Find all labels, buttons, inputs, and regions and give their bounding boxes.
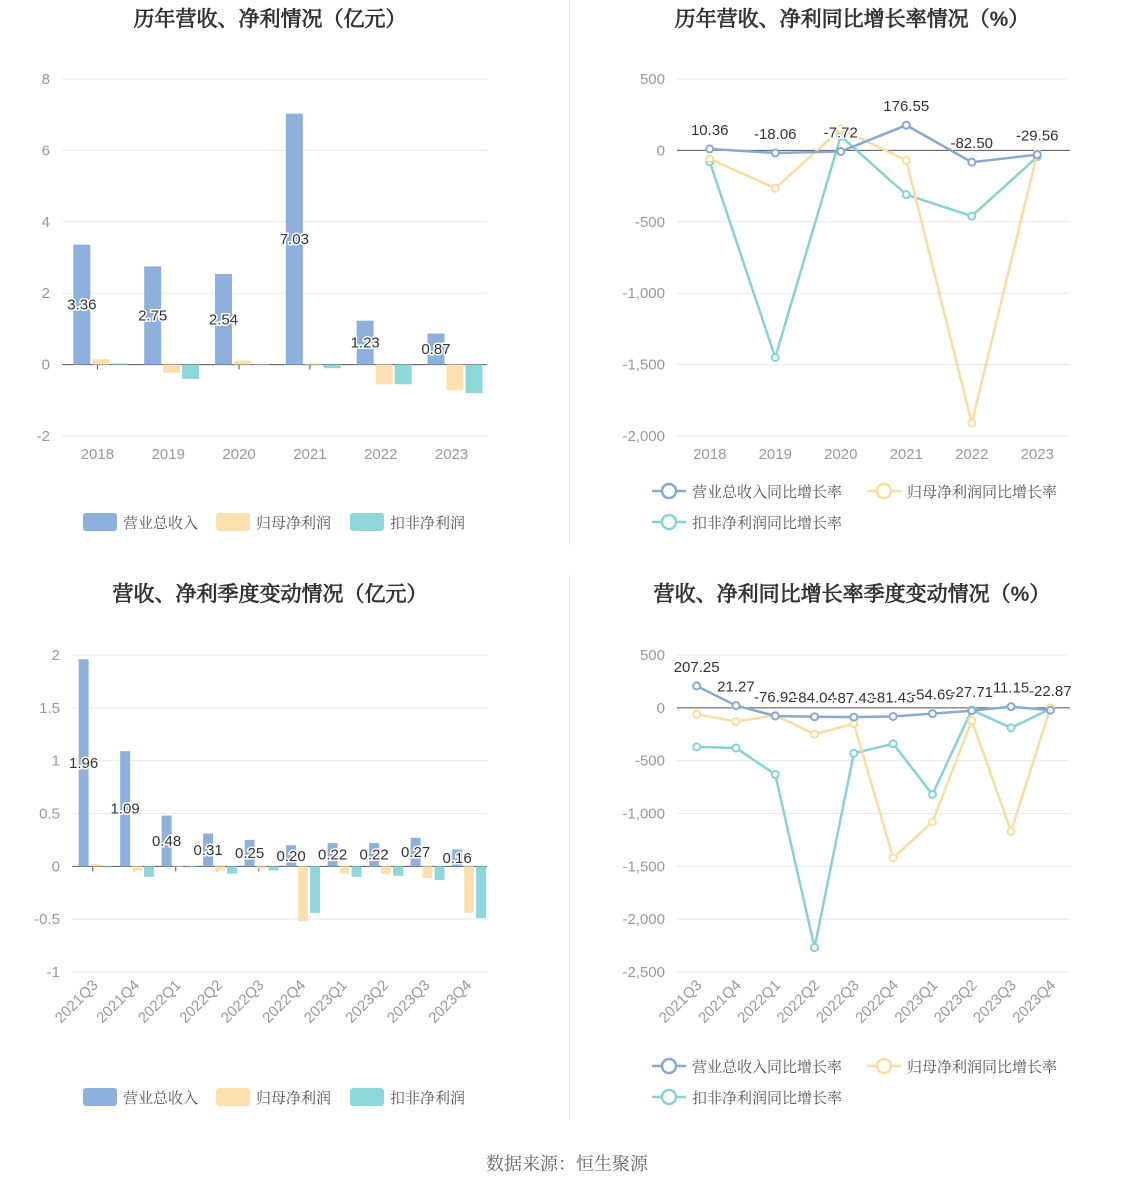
bar-value-label: 3.36 [67, 296, 97, 314]
x-tick-label: 2023Q3 [970, 976, 1020, 1027]
bar-net-profit [447, 365, 464, 391]
bar-deducted-profit [395, 365, 412, 385]
x-tick-label: 2021 [889, 446, 923, 463]
y-tick-label: -500 [634, 213, 665, 231]
legend-label: 归母净利润同比增长率 [907, 484, 1058, 501]
y-tick-label: 0 [656, 142, 665, 160]
line-point [811, 944, 818, 951]
quarterly-revenue-profit-chart [0, 575, 567, 1120]
y-tick-label: -0.5 [34, 911, 60, 929]
x-tick-label: 2022Q4 [259, 976, 310, 1027]
line-point [903, 122, 910, 129]
line-value-label: -84.04 [793, 689, 836, 707]
bar-net-profit [423, 866, 433, 878]
line-point [732, 718, 739, 725]
line-point [772, 185, 779, 192]
x-tick-label: 2023Q1 [300, 976, 351, 1027]
line-point [706, 155, 713, 162]
bar-value-label: 0.22 [318, 846, 348, 864]
quarterly-revenue-profit-panel [0, 575, 567, 1120]
line-point [929, 818, 936, 825]
bar-value-label: 1.23 [350, 334, 380, 352]
line-point [732, 744, 739, 751]
y-tick-label: -500 [634, 752, 665, 770]
legend-label: 营业总收入 [123, 1090, 199, 1107]
legend-label: 归母净利润 [256, 515, 332, 532]
y-tick-label: 0 [41, 356, 50, 374]
line-series-net-profit [710, 129, 1038, 423]
bar-deducted-profit [393, 866, 403, 876]
line-point [903, 191, 910, 198]
legend-label: 扣非净利润 [390, 515, 466, 532]
legend-label: 扣非净利润 [390, 1090, 466, 1107]
x-tick-label: 2023Q4 [1009, 976, 1060, 1027]
legend-swatch-marker [662, 515, 676, 529]
bar-deducted-profit [435, 866, 445, 880]
legend-swatch [83, 1088, 117, 1106]
chart-title: 历年营收、净利情况（亿元） [133, 8, 407, 31]
bar-net-profit [215, 866, 225, 870]
bar-deducted-profit [227, 866, 237, 873]
legend-label: 营业总收入同比增长率 [692, 1059, 843, 1076]
bar-net-profit [163, 365, 180, 373]
legend-swatch-marker [877, 484, 891, 498]
x-tick-label: 2022Q1 [734, 976, 785, 1027]
line-point [968, 707, 975, 714]
x-tick-label: 2022Q3 [217, 976, 268, 1027]
x-tick-label: 2022Q1 [134, 976, 185, 1027]
x-tick-label: 2021Q3 [655, 976, 706, 1027]
x-tick-label: 2023Q2 [930, 976, 981, 1027]
bar-value-label: 0.48 [152, 832, 182, 850]
line-point [772, 712, 779, 719]
line-value-label: -82.50 [950, 135, 994, 153]
line-point [903, 157, 910, 164]
chart-title: 营收、净利同比增长率季度变动情况（%） [653, 583, 1051, 606]
annual-growth-panel [567, 0, 1134, 545]
bar-deducted-profit [111, 364, 128, 365]
line-point [693, 682, 700, 689]
bar-value-label: 2.75 [138, 307, 168, 325]
line-point [850, 750, 857, 757]
y-tick-label: 2 [41, 285, 50, 303]
line-point [1008, 828, 1015, 835]
bar-value-label: 0.25 [235, 845, 265, 863]
x-tick-label: 2022Q2 [773, 976, 824, 1027]
legend-label: 营业总收入同比增长率 [692, 484, 843, 501]
x-tick-label: 2019 [758, 446, 792, 463]
bar-deducted-profit [476, 866, 486, 918]
quarterly-growth-chart [567, 575, 1134, 1120]
y-tick-label: -1,500 [622, 858, 665, 876]
bar-deducted-profit [144, 866, 154, 877]
line-point [968, 717, 975, 724]
bar-net-profit [257, 866, 267, 868]
x-tick-label: 2020 [824, 446, 858, 463]
line-value-label: -29.56 [1015, 127, 1059, 145]
x-tick-label: 2018 [693, 446, 727, 463]
x-tick-label: 2019 [151, 446, 185, 463]
x-tick-label: 2021Q3 [51, 976, 102, 1027]
legend-swatch [216, 1088, 250, 1106]
annual-revenue-profit-chart [0, 0, 567, 545]
y-tick-label: -1 [46, 964, 60, 981]
data-source-footer: 数据来源：恒生聚源 [486, 1154, 648, 1174]
x-tick-label: 2022 [364, 446, 398, 463]
line-point [1008, 703, 1015, 710]
bar-value-label: 0.22 [359, 846, 389, 864]
bar-value-label: 2.54 [208, 311, 239, 329]
line-point [968, 159, 975, 166]
bar-deducted-profit [352, 866, 362, 877]
line-value-label: -22.87 [1029, 683, 1072, 701]
y-tick-label: -2,000 [622, 428, 665, 445]
x-tick-label: 2022Q2 [176, 976, 227, 1027]
legend-swatch [83, 513, 117, 531]
x-tick-label: 2023Q4 [425, 976, 476, 1027]
line-point [890, 854, 897, 861]
line-point [732, 702, 739, 709]
annual-growth-chart [567, 0, 1134, 545]
line-point [968, 213, 975, 220]
legend-label: 扣非净利润同比增长率 [692, 1090, 843, 1107]
x-tick-label: 2023Q3 [383, 976, 434, 1027]
y-tick-label: -2,000 [622, 911, 665, 929]
bar-net-profit [464, 866, 474, 912]
line-value-label: 10.36 [690, 121, 729, 139]
bar-net-profit [174, 866, 184, 867]
legend-label: 归母净利润 [256, 1090, 332, 1107]
legend-swatch [216, 513, 250, 531]
x-tick-label: 2023Q1 [891, 976, 942, 1027]
y-tick-label: -1,000 [622, 805, 665, 823]
y-tick-label: 500 [639, 647, 665, 664]
line-value-label: 207.25 [673, 658, 720, 676]
bar-deducted-profit [310, 866, 320, 912]
line-value-label: 176.55 [883, 98, 930, 116]
y-tick-label: 2 [51, 647, 60, 664]
chart-title: 历年营收、净利同比增长率情况（%） [674, 8, 1030, 31]
x-tick-label: 2022Q3 [812, 976, 863, 1027]
legend-swatch-marker [662, 484, 676, 498]
legend-swatch-marker [877, 1059, 891, 1073]
bar-value-label: 0.27 [401, 844, 431, 862]
y-tick-label: 4 [41, 213, 50, 231]
x-tick-label: 2022Q4 [852, 976, 902, 1027]
line-value-label: 21.27 [717, 678, 755, 696]
line-point [772, 771, 779, 778]
bar-deducted-profit [186, 866, 196, 867]
y-tick-label: 6 [41, 142, 50, 160]
bar-net-profit [234, 361, 251, 365]
bar-value-label: 1.96 [69, 754, 99, 772]
y-tick-label: 0.5 [39, 805, 60, 823]
bar-net-profit [305, 364, 322, 365]
bar-net-profit [340, 866, 350, 873]
bar-deducted-profit [182, 365, 199, 379]
line-point [850, 714, 857, 721]
y-tick-label: 0 [51, 858, 60, 876]
line-point [772, 149, 779, 156]
line-point [1008, 724, 1015, 731]
bar-value-label: 0.20 [276, 847, 306, 865]
line-value-label: -27.71 [950, 683, 994, 701]
line-point [929, 710, 936, 717]
y-tick-label: -2 [36, 428, 50, 445]
y-tick-label: -2,500 [622, 964, 665, 981]
annual-revenue-profit-panel [0, 0, 567, 545]
line-value-label: -76.92 [753, 688, 797, 706]
bar-net-profit [92, 359, 109, 364]
x-tick-label: 2023 [1020, 446, 1054, 463]
line-value-label: -54.69 [911, 686, 954, 704]
line-point [693, 743, 700, 750]
line-value-label: 11.15 [992, 679, 1030, 697]
bar-value-label: 0.31 [193, 841, 223, 859]
line-point [890, 740, 897, 747]
x-tick-label: 2020 [222, 446, 256, 463]
bar-deducted-profit [103, 866, 113, 867]
bar-net-profit [91, 864, 101, 866]
line-value-label: -7.72 [823, 124, 858, 142]
line-point [929, 791, 936, 798]
line-point [1034, 151, 1041, 158]
legend-swatch [350, 513, 384, 531]
legend-swatch-marker [662, 1059, 676, 1073]
line-point [693, 711, 700, 718]
bar-deducted-profit [324, 365, 341, 369]
y-tick-label: -1,000 [622, 285, 665, 303]
bar-deducted-profit [253, 364, 270, 365]
bar-value-label: 1.09 [110, 800, 140, 818]
x-tick-label: 2021 [293, 446, 327, 463]
line-series-net-profit [697, 708, 1051, 858]
line-value-label: -87.43 [832, 690, 876, 708]
bar-value-label: 0.16 [442, 849, 472, 867]
x-tick-label: 2023 [434, 446, 469, 463]
legend-swatch [350, 1088, 384, 1106]
x-tick-label: 2021Q4 [93, 976, 144, 1027]
legend-label: 营业总收入 [123, 515, 199, 532]
line-point [837, 148, 844, 155]
x-tick-label: 2021Q4 [695, 976, 745, 1027]
line-value-label: -18.06 [753, 125, 797, 143]
x-tick-label: 2018 [80, 446, 115, 463]
line-point [890, 713, 897, 720]
quarterly-growth-panel [567, 575, 1134, 1120]
y-tick-label: 8 [41, 71, 50, 88]
bar-net-profit [381, 866, 391, 873]
bar-net-profit [298, 866, 308, 921]
y-tick-label: -1,500 [622, 356, 665, 374]
y-tick-label: 1.5 [39, 699, 60, 717]
line-point [968, 420, 975, 427]
line-point [772, 354, 779, 361]
bar-deducted-profit [269, 866, 279, 870]
line-point [1047, 707, 1054, 714]
bar-value-label: 0.87 [421, 341, 451, 359]
chart-title: 营收、净利季度变动情况（亿元） [112, 583, 428, 606]
line-value-label: -81.43 [871, 689, 915, 707]
line-series-deducted-profit [697, 709, 1051, 948]
legend-swatch-marker [662, 1090, 676, 1104]
line-series-deducted-profit [710, 136, 1038, 357]
bar-net-profit [132, 866, 142, 870]
y-tick-label: 500 [639, 71, 665, 88]
bar-value-label: 7.03 [279, 231, 309, 249]
x-tick-label: 2022 [955, 446, 989, 463]
y-tick-label: 0 [656, 699, 665, 717]
x-tick-label: 2023Q2 [342, 976, 393, 1027]
bar-net-profit [376, 365, 393, 385]
line-point [811, 713, 818, 720]
bar-deducted-profit [466, 365, 483, 394]
line-point [811, 731, 818, 738]
legend-label: 归母净利润同比增长率 [907, 1059, 1058, 1076]
legend-label: 扣非净利润同比增长率 [692, 515, 843, 532]
line-point [706, 145, 713, 152]
y-tick-label: 1 [51, 752, 60, 770]
